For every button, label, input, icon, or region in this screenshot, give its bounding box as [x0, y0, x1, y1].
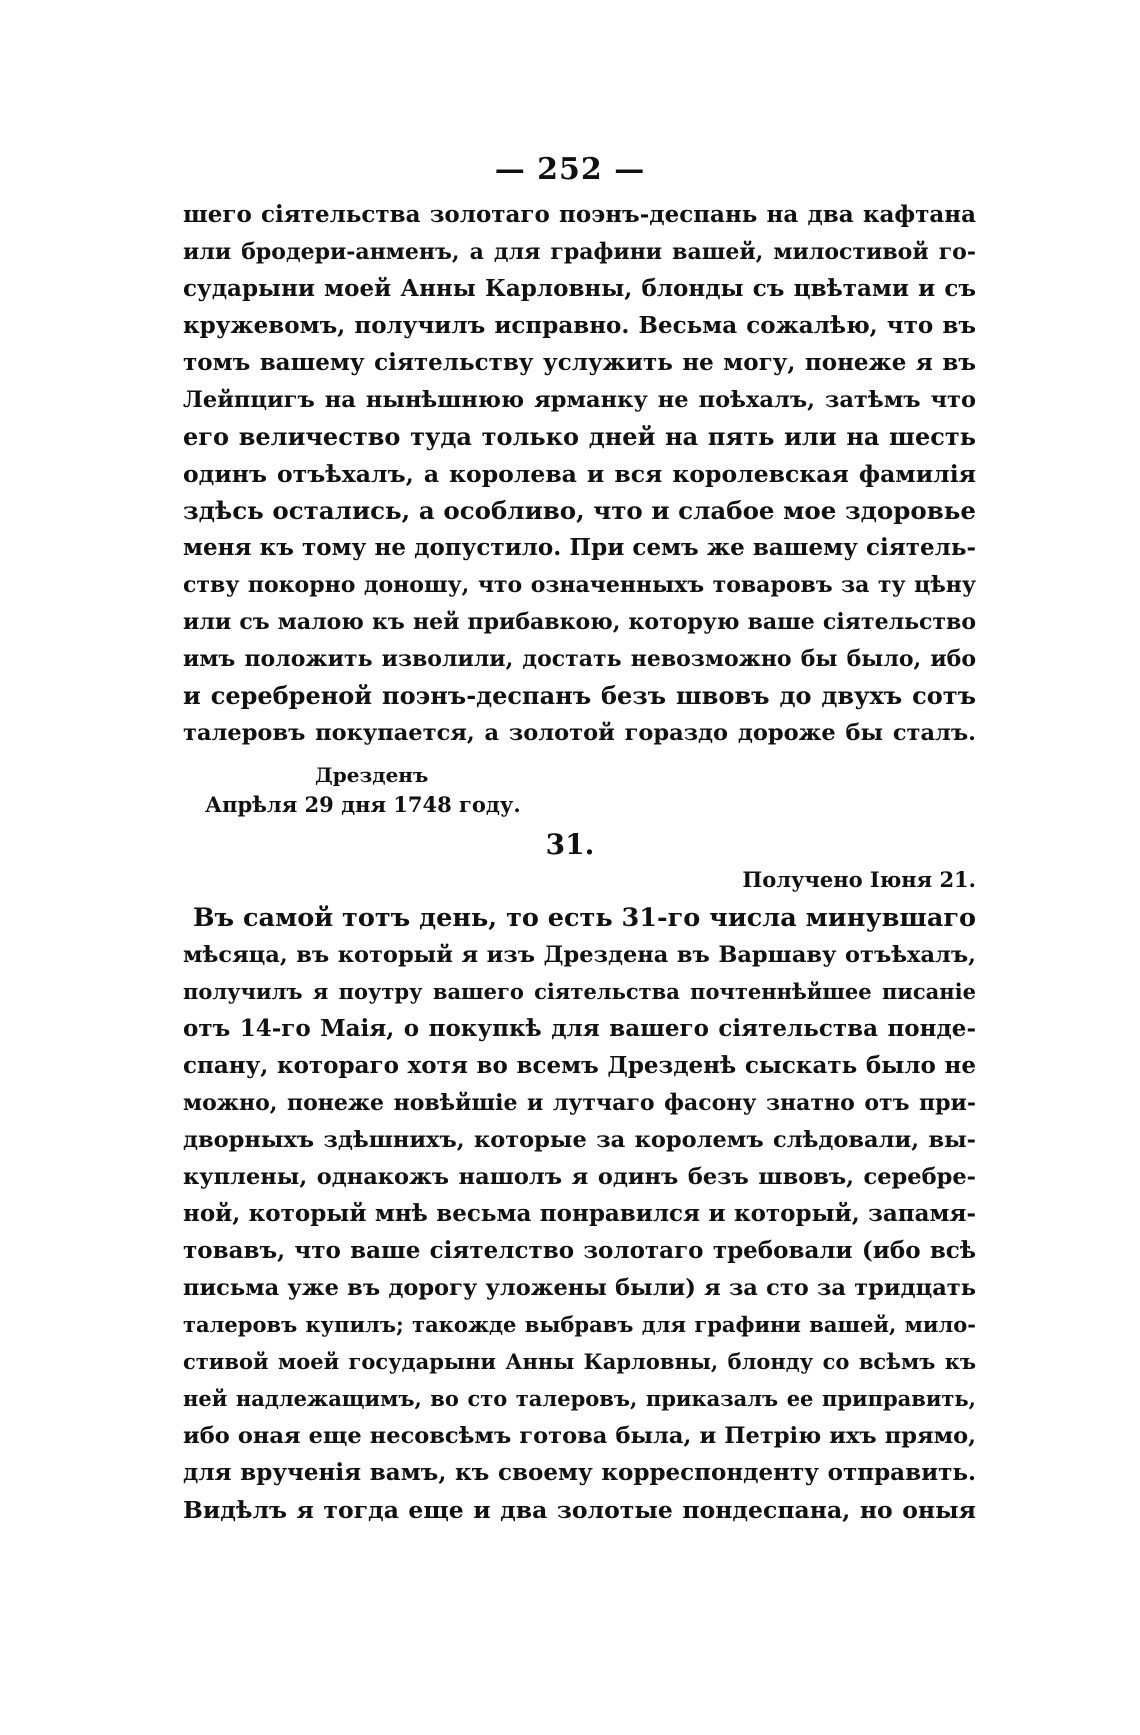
text-line: Видѣлъ я тогда еще и два золотые пондеспана, но оныя — [183, 1496, 976, 1524]
text-line: мѣсяца, въ который я изъ Дрездена въ Варшаву отъѣхалъ, — [183, 942, 976, 968]
text-line: или съ малою къ ней прибавкою, которую ваше сіятельство — [183, 609, 976, 635]
text-line: товавъ, что ваше сіятелство золотаго требовали (ибо всѣ — [183, 1237, 976, 1264]
text-line: сударыни моей Анны Карловны, блонды съ цвѣтами и съ — [183, 275, 976, 302]
text-line: и серебреной поэнъ-деспанъ безъ швовъ до двухъ сотъ — [183, 681, 976, 710]
page-number: — 252 — — [494, 152, 646, 187]
text-line: ной, который мнѣ весьма понравился и который, запамя- — [183, 1200, 976, 1227]
letter-date: Апрѣля 29 дня 1748 году. — [205, 792, 521, 817]
received-note: Получено Іюня 21. — [742, 867, 976, 892]
text-line: ству покорно доношу, что означенныхъ товаровъ за ту цѣну — [183, 572, 976, 598]
text-line: шего сіятельства золотаго поэнъ-деспань на два кафтана — [183, 201, 976, 228]
text-line: здѣсь остались, а особливо, что и слабое мое здоровье — [183, 496, 976, 525]
text-line: дворныхъ здѣшнихъ, которые за королемъ слѣдовали, вы- — [183, 1127, 976, 1153]
text-line: ней надлежащимъ, во сто талеровъ, приказалъ ее приправить, — [183, 1386, 976, 1411]
text-line: имъ положить изволили, достать невозможно бы было, ибо — [183, 646, 976, 672]
text-line: получилъ я поутру вашего сіятельства почтеннѣйшее писаніе — [183, 979, 976, 1004]
letter-place: Дрезденъ — [315, 763, 429, 787]
text-line: спану, котораго хотя во всемъ Дрезденѣ сыскать было не — [183, 1052, 976, 1079]
text-line: или бродери-анменъ, а для графини вашей, милостивой го- — [183, 239, 976, 265]
text-line: меня къ тому не допустило. При семъ же вашему сіятель- — [183, 534, 976, 561]
text-line: куплены, однакожъ нашолъ я одинъ безъ швовъ, серебре- — [183, 1164, 976, 1190]
letter-number: 31. — [545, 828, 595, 861]
text-line: стивой моей государыни Анны Карловны, блонду со всѣмъ къ — [183, 1349, 976, 1374]
text-line: его величество туда только дней на пять или на шесть — [183, 422, 976, 451]
text-line: талеровъ покупается, а золотой гораздо дороже бы сталъ. — [183, 720, 976, 746]
text-line: отъ 14-го Маія, о покупкѣ для вашего сіятельства понде- — [183, 1015, 976, 1042]
text-line: Лейпцигъ на нынѣшнюю ярманку не поѣхалъ, затѣмъ что — [183, 387, 976, 413]
text-line: можно, понеже новѣйшіе и лутчаго фасону знатно отъ при- — [183, 1090, 976, 1116]
text-line: кружевомъ, получилъ исправно. Весьма сожалѣю, что въ — [183, 312, 976, 339]
text-line: ибо оная еще несовсѣмъ готова была, и Петрію ихъ прямо, — [183, 1423, 976, 1449]
text-line: Въ самой тотъ день, то есть 31-го числа минувшаго — [193, 903, 976, 933]
text-line: томъ вашему сіятельству услужить не могу, понеже я въ — [183, 349, 976, 376]
text-line: письма уже въ дорогу уложены были) я за сто за тридцать — [183, 1275, 976, 1301]
text-line: одинъ отъѣхалъ, а королева и вся королевская фамилія — [183, 460, 976, 488]
text-line: для врученія вамъ, къ своему корреспонденту отправить. — [183, 1459, 976, 1486]
text-line: талеровъ купилъ; такожде выбравъ для графини вашей, мило- — [183, 1312, 976, 1337]
